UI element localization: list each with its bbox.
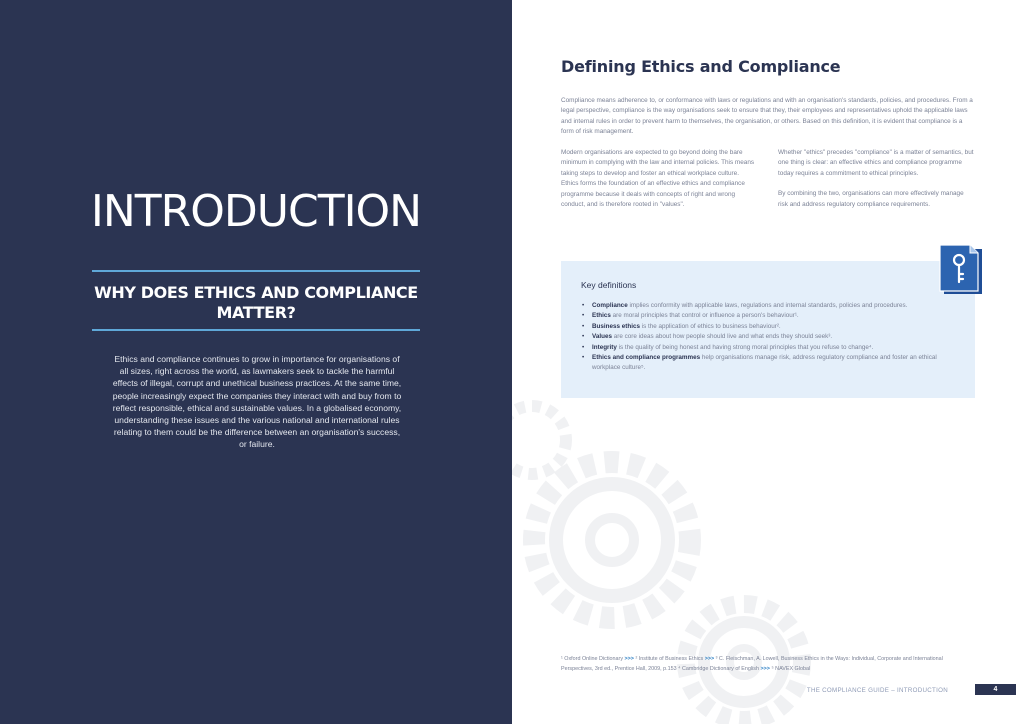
definition-item-compliance <box>581 301 951 311</box>
page-heading: Defining Ethics and Compliance <box>561 57 841 76</box>
column-left-paragraph: Modern organisations are expected to go beyond doing the bare minimum in complying with the law and internal policies. This means taking steps to develop and foster an ethical workplace culture. Ethics forms the foundation of an effective ethics and compliance programme because it deals with concepts of right and wrong conduct, and is therefore rooted in "values". <box>561 149 755 209</box>
key-document-icon <box>938 243 984 296</box>
definition-term: Values <box>592 333 612 341</box>
page-number: 4 <box>975 684 1016 695</box>
column-right-paragraph-2: By combining the two, organisations can more effectively manage risk and address regulatory compliance requirements. <box>778 190 964 208</box>
definition-item-ethics <box>581 311 951 321</box>
subtitle-line-1: WHY DOES ETHICS AND COMPLIANCE <box>94 283 418 302</box>
subtitle-line-2: MATTER? <box>216 303 296 322</box>
key-definitions-title: Key definitions <box>581 280 637 290</box>
footnote-1: ¹ Oxford Online Dictionary <box>561 656 624 662</box>
footnotes <box>561 654 975 674</box>
footnote-link-arrows[interactable]: >>> <box>760 666 770 672</box>
column-right <box>778 148 975 210</box>
definitions-list <box>581 301 951 374</box>
gears-watermark <box>512 400 1024 724</box>
footnote-link-arrows[interactable]: >>> <box>704 656 715 662</box>
column-right-paragraph-1: Whether "ethics" precedes "compliance" is a matter of semantics, but one thing is clear: an effective ethics and compliance programme today requires a commitment to ethical principles. <box>778 149 974 177</box>
divider-bottom <box>92 329 420 331</box>
definition-text: are moral principles that control or influence a person's behaviour¹. <box>610 312 799 320</box>
definition-text: are core ideas about how people should live and what ends they should seek³. <box>611 333 833 341</box>
definition-term: Ethics and compliance programmes <box>592 354 701 362</box>
intro-body-text: Ethics and compliance continues to grow in importance for organisations of all sizes, right across the world, as lawmakers seek to tackle the harmful effects of illegal, corrupt and unethical business practices. At the same time, people increasingly expect the companies they interact with and buy from to reflect responsible, ethical and sustainable values. In a globalised economy, understanding these issues and the various national and international rules relating to them could be the difference between an organisation's success, or failure. <box>112 354 402 450</box>
footnote-3: ³ C. Fleischman, A. Lowell, Business Ethics in the Ways: Individual, Corporate and International Perspectives, 3rd ed., Prentice Hall, 2009, p.153 <box>561 656 943 672</box>
footnote-2: ² Institute of Business Ethics <box>635 656 704 662</box>
definition-item-integrity <box>581 343 951 353</box>
definition-term: Compliance <box>592 302 628 309</box>
key-definitions-box <box>561 261 975 398</box>
definition-text: is the application of ethics to business behaviour². <box>639 322 781 330</box>
section-subtitle <box>92 283 420 323</box>
divider-top <box>92 270 420 272</box>
definition-term: Business ethics <box>592 322 640 330</box>
definition-item-programmes <box>581 353 951 374</box>
footnote-5: ⁵ NAVEX Global <box>771 666 811 672</box>
footer-guide-label: THE COMPLIANCE GUIDE – INTRODUCTION <box>806 687 948 694</box>
section-title: INTRODUCTION <box>90 186 422 237</box>
definition-term: Ethics <box>592 312 611 320</box>
compliance-definition-paragraph: Compliance means adherence to, or conformance with laws or regulations and with an organisation's standards, policies, and procedures. From a legal perspective, compliance is the way organisations seek to ensure that they, their employees and representatives uphold the applicable laws and internal rules in order to prevent harm to themselves, the organisation, or others. Based on this definition, it is evident that compliance is a form of risk management. <box>561 97 973 136</box>
definition-text: is the quality of being honest and having strong moral principles that you refuse to change⁴. <box>616 343 874 351</box>
definition-text: implies conformity with applicable laws, regulations and internal standards, policies and procedures. <box>627 302 908 309</box>
gear-large <box>534 462 690 618</box>
footnote-4: ⁴ Cambridge Dictionary of English <box>678 666 759 672</box>
definition-item-business-ethics <box>581 322 951 332</box>
definition-item-values <box>581 332 951 342</box>
definition-term: Integrity <box>592 343 617 351</box>
definition-text: help organisations manage risk, address regulatory compliance and foster an ethical workplace culture⁵. <box>592 354 937 372</box>
footnote-link-arrows[interactable]: >>> <box>624 656 634 662</box>
gear-corner <box>512 406 566 474</box>
